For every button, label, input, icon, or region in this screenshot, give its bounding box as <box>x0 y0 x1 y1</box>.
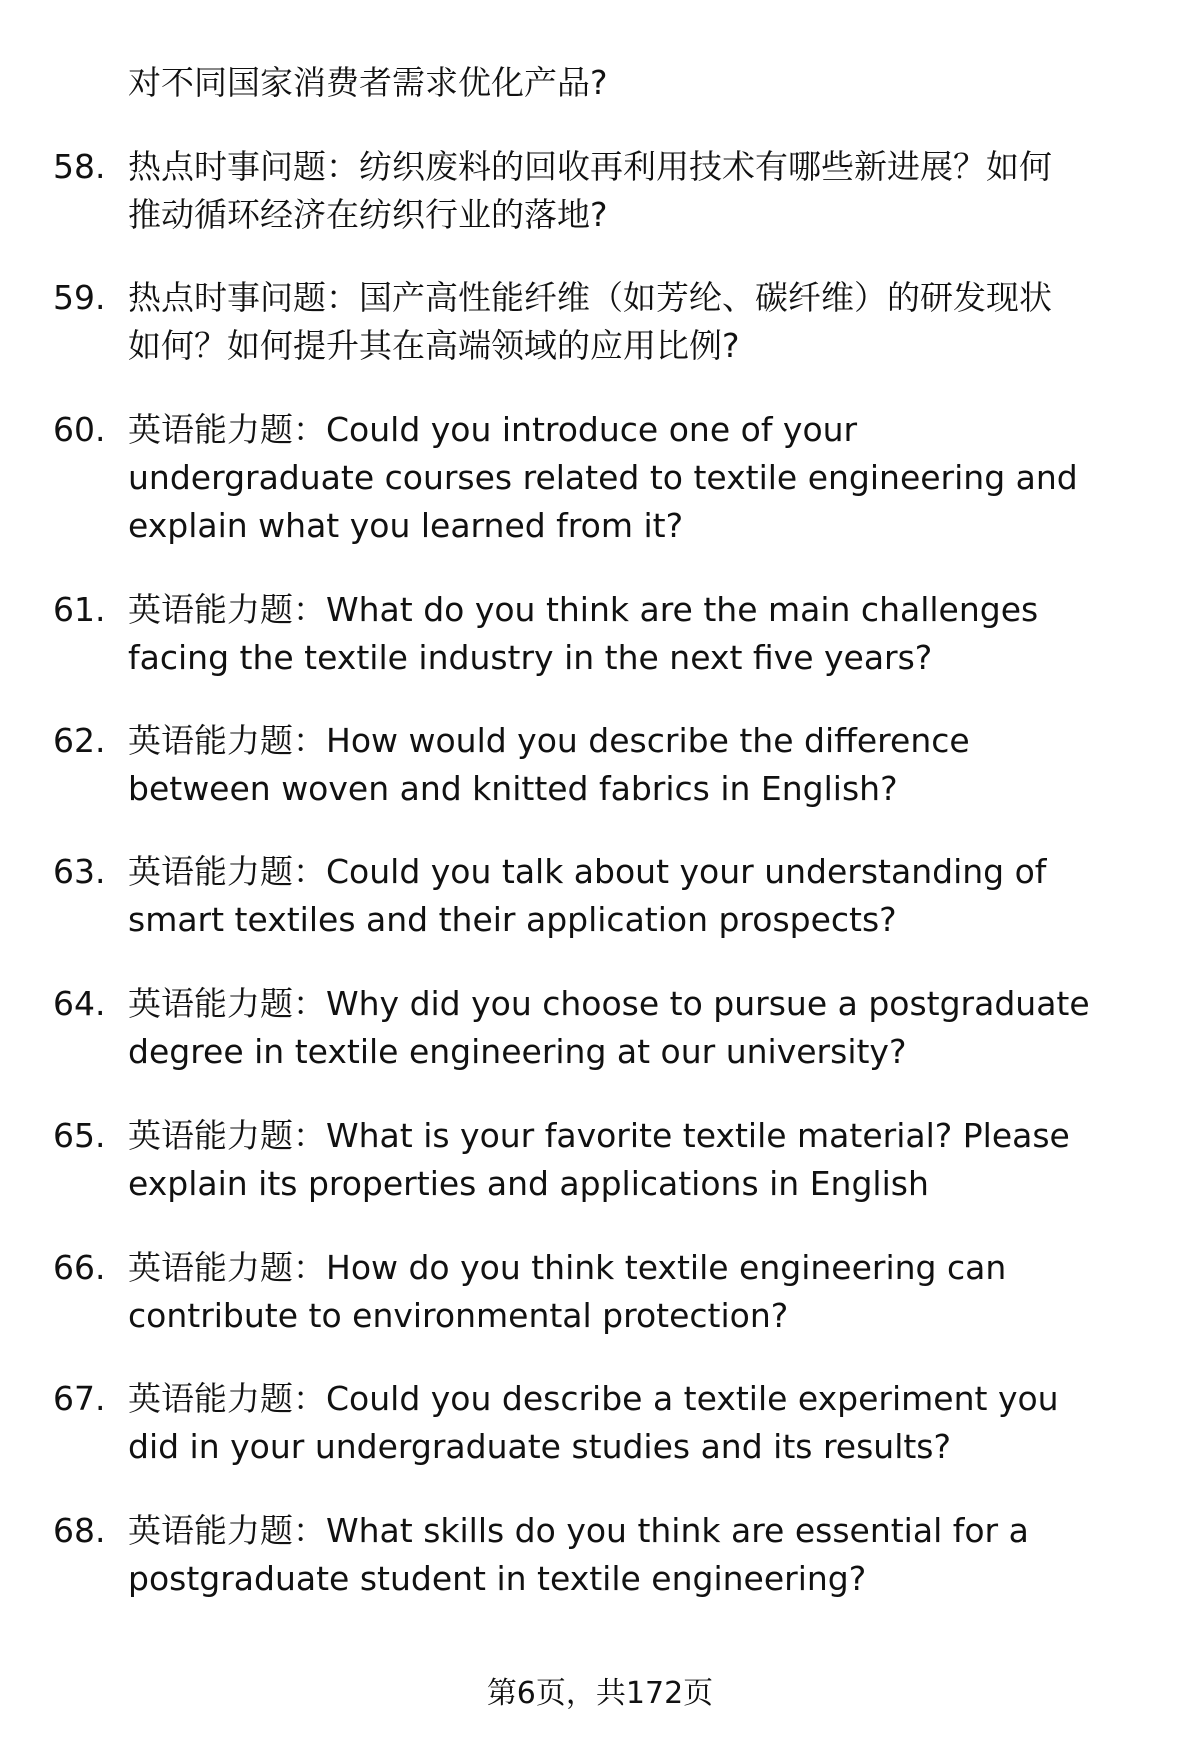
question-line: 热点时事问题：国产高性能纤维（如芳纶、碳纤维）的研发现状 <box>128 278 1052 317</box>
question-text <box>128 1244 1006 1340</box>
question-line: 英语能力题：Could you describe a textile experiment you <box>128 1379 1059 1418</box>
question-line: 英语能力题：Why did you choose to pursue a postgraduate <box>128 984 1090 1023</box>
question-number: 66. <box>53 1248 106 1287</box>
question-line: did in your undergraduate studies and its results? <box>128 1427 952 1466</box>
question-line: contribute to environmental protection? <box>128 1296 789 1335</box>
question-line: 如何？如何提升其在高端领域的应用比例? <box>128 326 740 365</box>
question-number: 58. <box>53 147 106 186</box>
question-line: 推动循环经济在纺织行业的落地? <box>128 195 608 234</box>
question-line: 英语能力题：What is your favorite textile material? Please <box>128 1116 1070 1155</box>
question-text <box>128 406 1078 550</box>
question-text <box>128 1112 1070 1208</box>
question-number: 61. <box>53 590 106 629</box>
question-text <box>128 980 1090 1076</box>
question-text <box>128 59 608 107</box>
question-number: 59. <box>53 278 106 317</box>
question-text <box>128 586 1038 682</box>
question-line: 热点时事问题：纺织废料的回收再利用技术有哪些新进展？如何 <box>128 147 1052 186</box>
question-line: between woven and knitted fabrics in English? <box>128 769 898 808</box>
question-line: degree in textile engineering at our university? <box>128 1032 907 1071</box>
question-line: 英语能力题：What skills do you think are essential for a <box>128 1511 1029 1550</box>
question-line: postgraduate student in textile engineering? <box>128 1559 867 1598</box>
page-number: 第6页，共172页 <box>486 1676 714 1711</box>
question-line: 英语能力题：How would you describe the difference <box>128 721 970 760</box>
question-number: 64. <box>53 984 106 1023</box>
question-line: explain what you learned from it? <box>128 506 684 545</box>
question-line: explain its properties and applications in English <box>128 1164 929 1203</box>
question-line: smart textiles and their application prospects? <box>128 900 897 939</box>
question-text <box>128 274 1052 370</box>
question-number: 60. <box>53 410 106 449</box>
question-line: 英语能力题：How do you think textile engineering can <box>128 1248 1007 1287</box>
question-text <box>128 143 1052 239</box>
question-line: facing the textile industry in the next five years? <box>128 638 933 677</box>
question-number: 67. <box>53 1379 106 1418</box>
question-number: 68. <box>53 1511 106 1550</box>
question-line: undergraduate courses related to textile engineering and <box>128 458 1078 497</box>
question-number: 63. <box>53 852 106 891</box>
question-text <box>128 848 1046 944</box>
question-line: 英语能力题：Could you introduce one of your <box>128 410 858 449</box>
question-line: 英语能力题：What do you think are the main challenges <box>128 590 1039 629</box>
question-number: 62. <box>53 721 106 760</box>
question-text <box>128 1375 1059 1471</box>
question-text <box>128 1507 1029 1603</box>
question-line: 英语能力题：Could you talk about your understanding of <box>128 852 1047 891</box>
question-number: 65. <box>53 1116 106 1155</box>
question-text <box>128 717 970 813</box>
question-line: 对不同国家消费者需求优化产品? <box>128 63 608 102</box>
